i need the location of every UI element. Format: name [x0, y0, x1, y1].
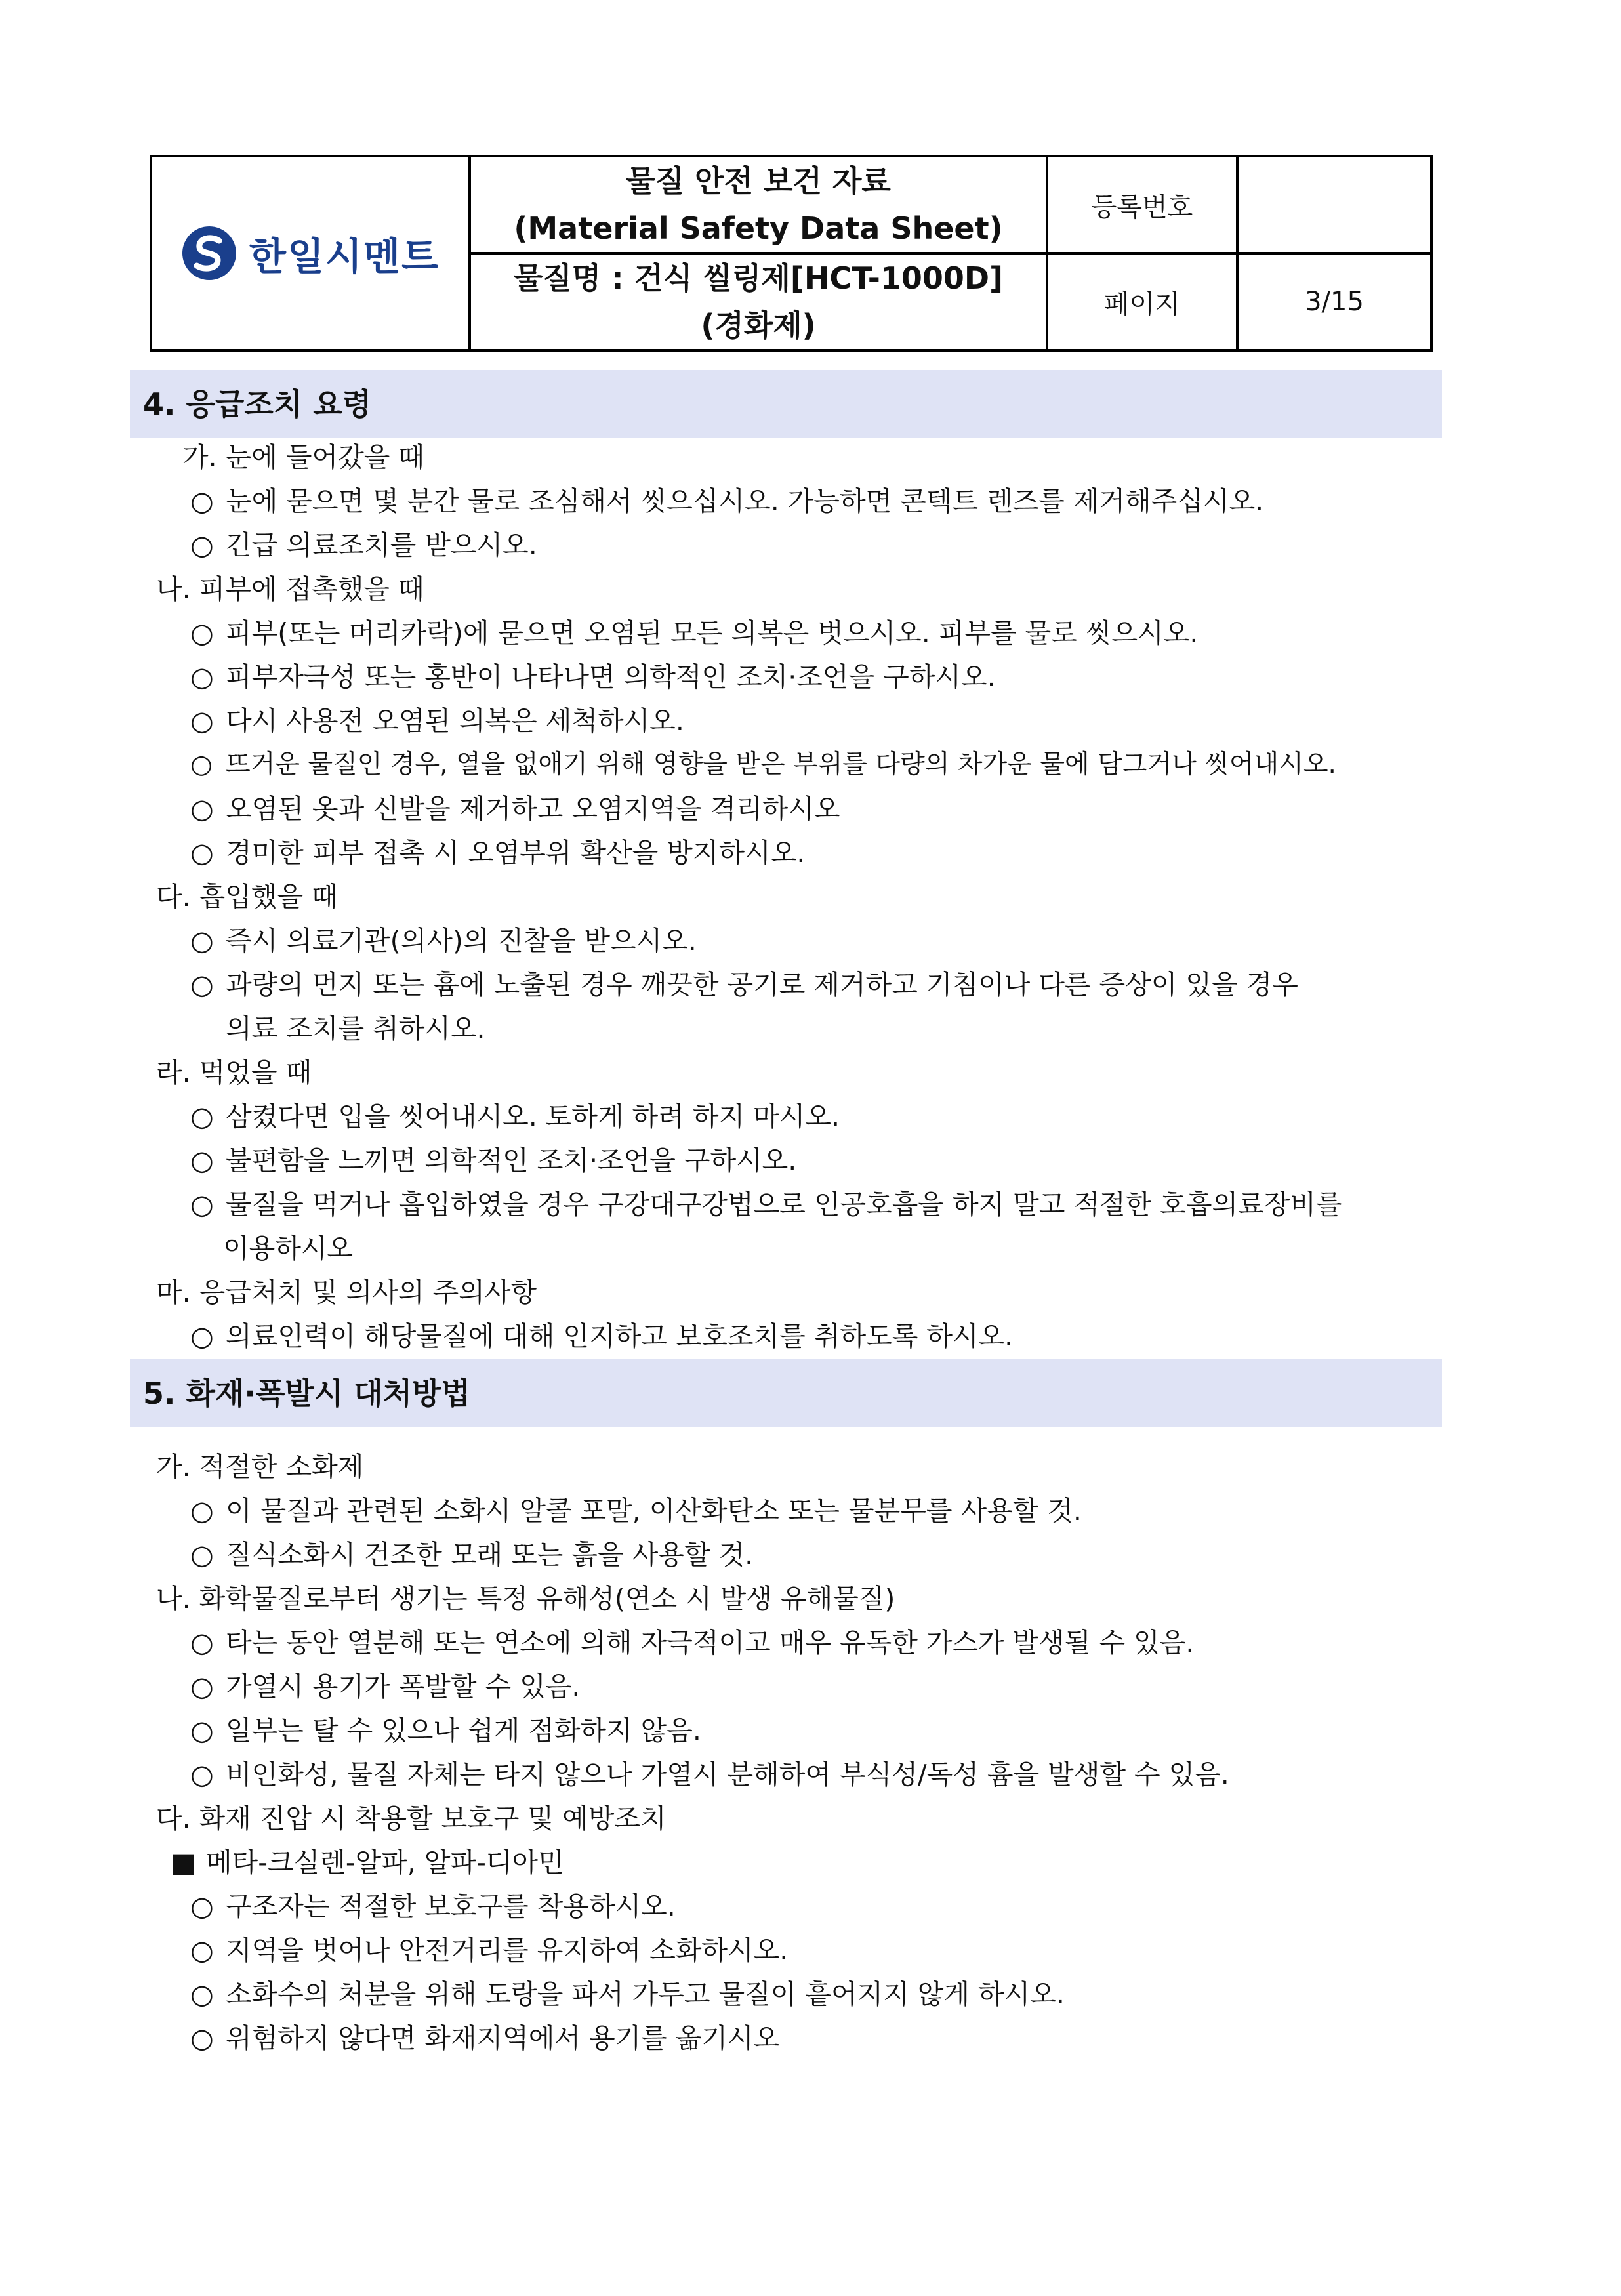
list-item: ○ 가열시 용기가 폭발할 수 있음. [190, 1671, 581, 1702]
list-item: ○ 과량의 먼지 또는 흄에 노출된 경우 깨끗한 공기로 제거하고 기침이나 다른 증상이 있을 경우 [190, 969, 1298, 1000]
s4-subheading-e: 마. 응급처치 및 의사의 주의사항 [156, 1277, 537, 1308]
reg-number-label: 등록번호 [1047, 156, 1237, 253]
s5-subheading-c: 다. 화재 진압 시 착용할 보호구 및 예방조치 [156, 1803, 667, 1834]
doc-title-ko: 물질 안전 보건 자료 [626, 163, 891, 199]
product-name: 물질명 : 건식 씰링제[HCT-1000D] [513, 260, 1004, 296]
list-item: ○ 비인화성, 물질 자체는 타지 않으나 가열시 분해하여 부식성/독성 흄을 발생할 수 있음. [190, 1759, 1229, 1790]
s4-subheading-d: 라. 먹었을 때 [156, 1057, 312, 1088]
company-logo [152, 225, 468, 281]
logo-cell [151, 156, 470, 350]
list-item: ○ 불편함을 느끼면 의학적인 조치·조언을 구하시오. [190, 1145, 797, 1176]
list-item: ○ 질식소화시 건조한 모래 또는 흙을 사용할 것. [190, 1539, 754, 1570]
s4-subheading-b: 나. 피부에 접촉했을 때 [156, 573, 424, 605]
list-item: ○ 물질을 먹거나 흡입하였을 경우 구강대구강법으로 인공호흡을 하지 말고 적절한 호흡의료장비를 [190, 1189, 1342, 1220]
product-subname: (경화제) [701, 308, 816, 343]
logo-text: 한일시멘트 [249, 234, 440, 279]
list-item: ○ 삼켰다면 입을 씻어내시오. 토하게 하려 하지 마시오. [190, 1101, 840, 1132]
doc-title-en: (Material Safety Data Sheet) [514, 211, 1003, 246]
list-item-continuation: 의료 조치를 취하시오. [226, 1013, 485, 1044]
product-name-cell [470, 253, 1047, 350]
list-item: ○ 긴급 의료조치를 받으시오. [190, 529, 537, 561]
section-4-title: 4. 응급조치 요령 [143, 386, 372, 422]
list-item: ○ 위험하지 않다면 화재지역에서 용기를 옮기시오 [190, 2022, 780, 2054]
list-item: ○ 경미한 피부 접촉 시 오염부위 확산을 방지하시오. [190, 837, 806, 869]
s5-subheading-b: 나. 화학물질로부터 생기는 특정 유해성(연소 시 발생 유해물질) [156, 1583, 895, 1614]
s4-subheading-c: 다. 흡입했을 때 [156, 881, 338, 912]
list-item: ○ 오염된 옷과 신발을 제거하고 오염지역을 격리하시오 [190, 793, 840, 825]
reg-number-value [1237, 156, 1431, 253]
list-item: ○ 지역을 벗어나 안전거리를 유지하여 소화하시오. [190, 1935, 789, 1966]
logo-s-icon [181, 225, 237, 281]
section-5-title: 5. 화재·폭발시 대처방법 [143, 1376, 470, 1411]
list-item: ○ 이 물질과 관련된 소화시 알콜 포말, 이산화탄소 또는 물분무를 사용할 것. [190, 1495, 1082, 1527]
s5-subheading-a: 가. 적절한 소화제 [156, 1451, 364, 1483]
list-item: ○ 구조자는 적절한 보호구를 착용하시오. [190, 1891, 676, 1922]
page-number: 3/15 [1237, 253, 1431, 350]
list-item: ○ 타는 동안 열분해 또는 연소에 의해 자극적이고 매우 유독한 가스가 발생될 수 있음. [190, 1627, 1195, 1658]
list-item: ○ 즉시 의료기관(의사)의 진찰을 받으시오. [190, 925, 697, 956]
list-item: ○ 피부(또는 머리카락)에 묻으면 오염된 모든 의복은 벗으시오. 피부를 물로 씻으시오. [190, 617, 1199, 649]
list-item: ○ 의료인력이 해당물질에 대해 인지하고 보호조치를 취하도록 하시오. [190, 1321, 1014, 1352]
s4-subheading-a: 가. 눈에 들어갔을 때 [182, 441, 424, 473]
page-label: 페이지 [1047, 253, 1237, 350]
document-header [150, 155, 1433, 352]
list-item: ○ 일부는 탈 수 있으나 쉽게 점화하지 않음. [190, 1715, 701, 1746]
list-item-continuation: 이용하시오 [223, 1233, 354, 1264]
doc-title-cell [470, 156, 1047, 253]
list-item: ○ 눈에 묻으면 몇 분간 물로 조심해서 씻으십시오. 가능하면 콘텍트 렌즈를 제거해주십시오. [190, 485, 1264, 517]
list-item: ○ 피부자극성 또는 홍반이 나타나면 의학적인 조치·조언을 구하시오. [190, 661, 996, 693]
list-item: ○ 소화수의 처분을 위해 도랑을 파서 가두고 물질이 흩어지지 않게 하시오. [190, 1978, 1065, 2010]
list-item: ○ 다시 사용전 오염된 의복은 세척하시오. [190, 705, 684, 737]
substance-label: ■ 메타-크실렌-알파, 알파-디아민 [171, 1847, 564, 1878]
list-item: ○ 뜨거운 물질인 경우, 열을 없애기 위해 영향을 받은 부위를 다량의 차가운 물에 담그거나 씻어내시오. [190, 750, 1336, 779]
